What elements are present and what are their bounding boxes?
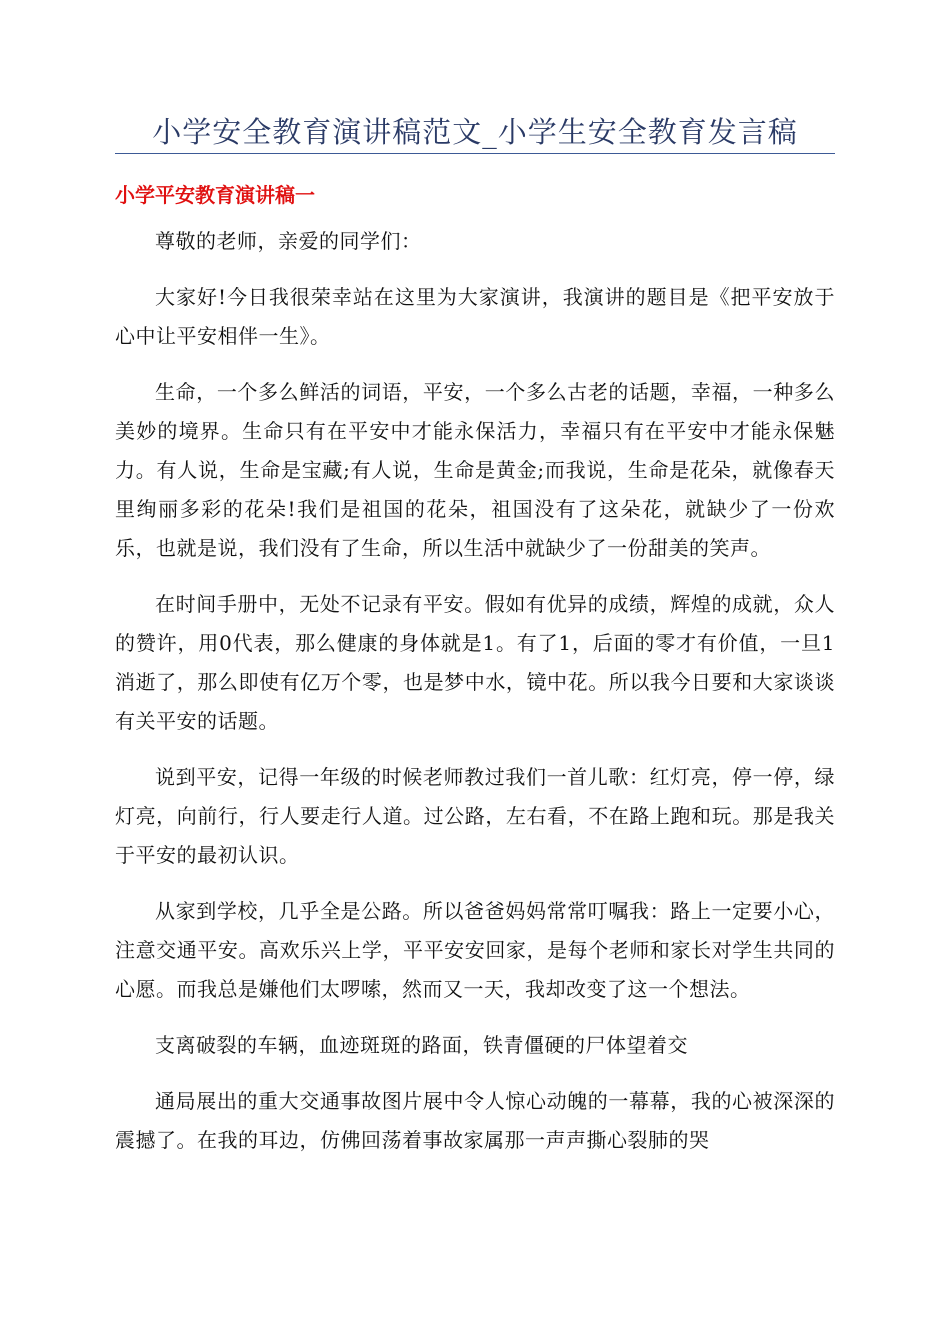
paragraph-childrens-song: 说到平安，记得一年级的时候老师教过我们一首儿歌：红灯亮，停一停，绿灯亮，向前行，行人要走行人道。过公路，左右看，不在路上跑和玩。那是我关于平安的最初认识。 xyxy=(115,765,835,867)
paragraph-time-handbook: 在时间手册中，无处不记录有平安。假如有优异的成绩，辉煌的成就，众人的赞许，用0代表，那么健康的身体就是1。有了1，后面的零才有价值，一旦1消逝了，那么即使有亿万个零，也是梦中水，镜中花。所以我今日要和大家谈谈有关平安的话题。 xyxy=(115,592,835,733)
paragraph-home-to-school: 从家到学校，几乎全是公路。所以爸爸妈妈常常叮嘱我：路上一定要小心，注意交通平安。高欢乐兴上学，平平安安回家，是每个老师和家长对学生共同的心愿。而我总是嫌他们太啰嗦，然而又一天，我却改变了这一个想法。 xyxy=(115,899,835,1001)
title-underline xyxy=(115,153,835,154)
paragraph-life: 生命，一个多么鲜活的词语，平安，一个多么古老的话题，幸福，一种多么美妙的境界。生命只有在平安中才能永保活力，幸福只有在平安中才能永保魅力。有人说，生命是宝藏;有人说，生命是黄金;而我说，生命是花朵，就像春天里绚丽多彩的花朵!我们是祖国的花朵，祖国没有了这朵花，就缺少了一份欢乐，也就是说，我们没有了生命，所以生活中就缺少了一份甜美的笑声。 xyxy=(115,380,835,560)
paragraph-exhibition: 通局展出的重大交通事故图片展中令人惊心动魄的一幕幕，我的心被深深的震撼了。在我的耳边，仿佛回荡着事故家属那一声声撕心裂肺的哭 xyxy=(115,1089,835,1152)
document-title: 小学安全教育演讲稿范文_小学生安全教育发言稿 xyxy=(152,115,798,149)
section-heading: 小学平安教育演讲稿一 xyxy=(115,183,315,207)
document-body xyxy=(115,222,835,1177)
paragraph-salutation: 尊敬的老师，亲爱的同学们： xyxy=(155,229,422,253)
paragraph-accident-scene: 支离破裂的车辆，血迹斑斑的路面，铁青僵硬的尸体望着交 xyxy=(155,1033,688,1057)
paragraph-greeting: 大家好!今日我很荣幸站在这里为大家演讲，我演讲的题目是《把平安放于心中让平安相伴一生》。 xyxy=(115,285,835,348)
